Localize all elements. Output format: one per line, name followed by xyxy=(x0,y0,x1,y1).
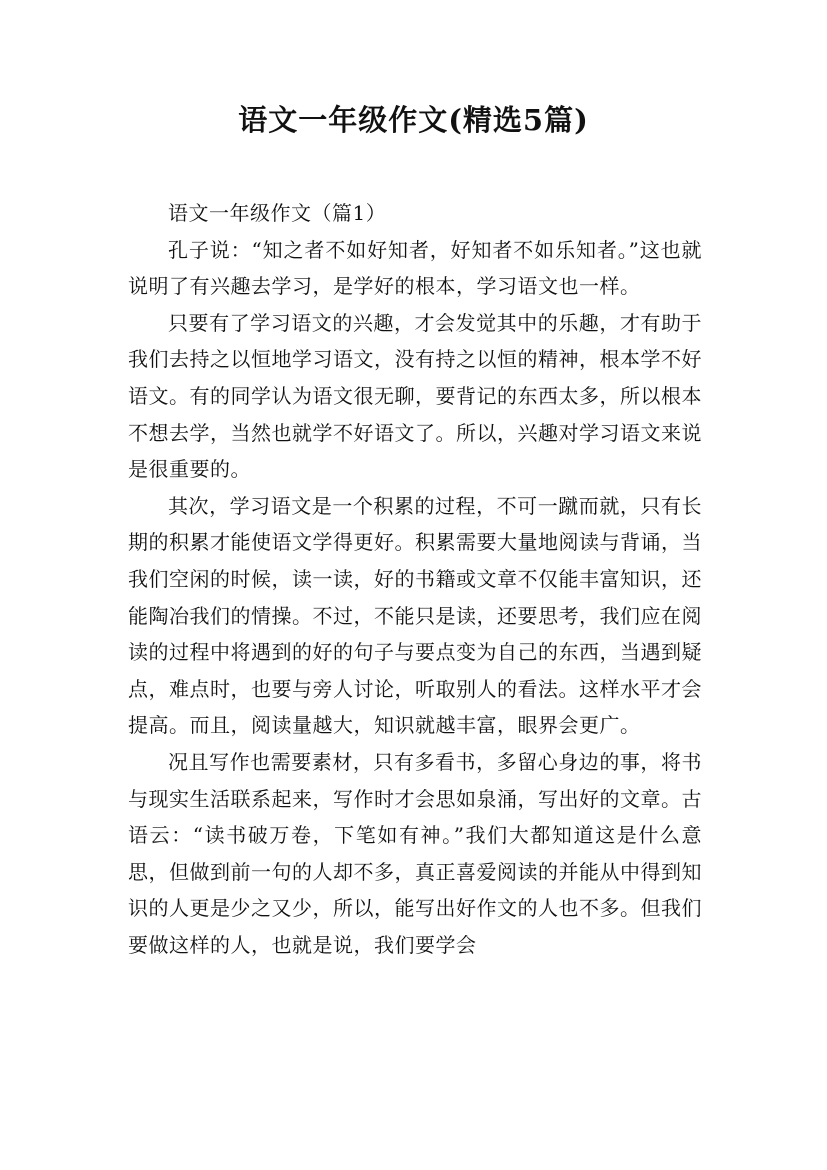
document-body xyxy=(128,195,702,963)
section-heading: 语文一年级作文（篇1） xyxy=(168,201,387,225)
paragraph: 况且写作也需要素材，只有多看书，多留心身边的事，将书与现实生活联系起来，写作时才会思如泉涌，写出好的文章。古语云：“读书破万卷，下笔如有神。”我们大都知道这是什么意思，但做到前一句的人却不多，真正喜爱阅读的并能从中得到知识的人更是少之又少，所以，能写出好作文的人也不多。但我们要做这样的人，也就是说，我们要学会 xyxy=(128,749,702,957)
paragraph: 孔子说：“知之者不如好知者，好知者不如乐知者。”这也就说明了有兴趣去学习，是学好的根本，学习语文也一样。 xyxy=(128,237,702,299)
paragraph: 其次，学习语文是一个积累的过程，不可一蹴而就，只有长期的积累才能使语文学得更好。积累需要大量地阅读与背诵，当我们空闲的时候，读一读，好的书籍或文章不仅能丰富知识，还能陶冶我们的情操。不过，不能只是读，还要思考，我们应在阅读的过程中将遇到的好的句子与要点变为自己的东西，当遇到疑点，难点时，也要与旁人讨论，听取别人的看法。这样水平才会提高。而且，阅读量越大，知识就越丰富，眼界会更广。 xyxy=(128,493,702,738)
document-title: 语文一年级作文(精选5篇) xyxy=(238,103,589,137)
paragraph: 只要有了学习语文的兴趣，才会发觉其中的乐趣，才有助于我们去持之以恒地学习语文，没有持之以恒的精神，根本学不好语文。有的同学认为语文很无聊，要背记的东西太多，所以根本不想去学，当然也就学不好语文了。所以，兴趣对学习语文来说是很重要的。 xyxy=(128,310,702,482)
